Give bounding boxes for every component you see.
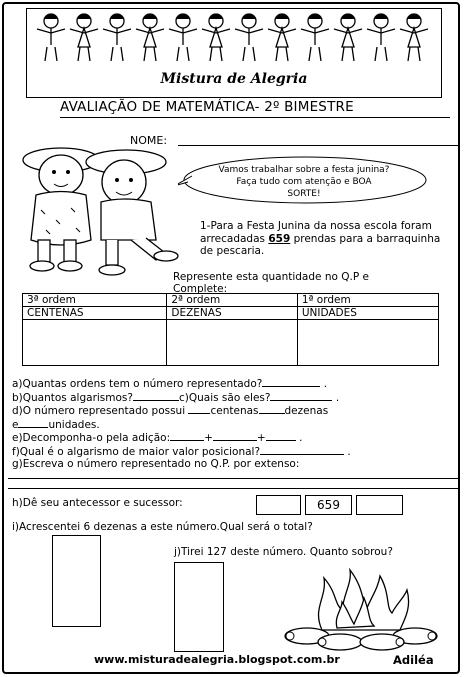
plus-sign: + [204,432,213,444]
answer-blank[interactable] [18,418,48,428]
question-i: i)Acrescentei 6 dezenas a este número.Qual será o total? [12,521,313,533]
bubble-line: Faça tudo com atenção e BOA [236,177,372,187]
question-h: h)Dê seu antecessor e sucessor: [12,497,183,509]
section-divider [8,488,458,489]
question-g [12,458,452,471]
page-title: AVALIAÇÃO DE MATEMÁTICA- 2º BIMESTRE [60,99,354,115]
child-figure [334,14,362,61]
name-field[interactable] [178,145,458,146]
bubble-line: SORTE! [287,189,321,199]
question-text: centenas [210,405,259,417]
number-box: 659 [305,495,352,515]
question-d-cont [12,418,452,432]
question-text: e [12,418,19,431]
table-header-cell: 2ª ordem [167,294,297,307]
name-label: NOME: [130,134,168,147]
answer-blank[interactable] [170,431,204,441]
answer-box-i[interactable] [52,535,101,627]
qp-instruction-line: Represente esta quantidade no Q.P e [173,271,369,283]
child-figure [37,14,65,61]
table-header-cell: 1ª ordem [297,294,438,307]
successor-box[interactable] [356,495,403,515]
qp-instructions [173,271,369,295]
place-value-table [22,293,439,366]
answer-blank[interactable] [188,404,210,414]
question-text: b)Quantos algarismos? [12,391,133,404]
table-header-cell: 3ª ordem [23,294,167,307]
answer-blank[interactable] [260,445,344,455]
questions-list [12,377,452,471]
answer-line[interactable] [8,478,458,479]
table-header-cell: DEZENAS [167,307,297,320]
answer-blank[interactable] [213,431,257,441]
question-text: e)Decomponha-o pela adição: [12,432,171,444]
answer-blank[interactable] [133,391,179,401]
child-figure [70,14,98,61]
child-figure [136,14,164,61]
question-d [12,404,452,418]
answer-blank[interactable] [259,404,285,414]
question-text: f)Qual é o algarismo de maior valor posicional? [12,445,261,458]
bonfire-illustration [282,568,440,653]
child-figure [301,14,329,61]
child-figure [103,14,131,61]
author-signature: Adiléa [393,653,434,667]
table-header-cell: CENTENAS [23,307,167,320]
question-text: a)Quantas ordens tem o número representado? [12,378,263,390]
question-f: f)Qual é o algarismo de maior valor posicional? . [12,445,351,458]
question-1-text-end: prendas para a barraquinha de pescaria. [200,232,441,257]
answer-cell-centenas[interactable] [23,320,167,366]
brand-logo-text: Mistura de Alegria [160,71,308,87]
answer-box-j[interactable] [174,562,224,652]
question-text: c)Quais são eles? [178,391,271,404]
child-figure [268,14,296,61]
header-banner [26,8,442,98]
children-decoration [35,11,433,67]
question-1-text: 1-Para a Festa Junina da nossa escola foram arrecadadas [200,220,432,245]
answer-cell-dezenas[interactable] [167,320,297,366]
child-figure [367,14,395,61]
question-text: dezenas [284,405,329,417]
answer-blank[interactable] [266,431,296,441]
speech-bubble-text [184,164,424,200]
plus-sign: + [256,432,266,444]
answer-cell-unidades[interactable] [297,320,438,366]
answer-blank[interactable] [270,391,332,401]
child-figure [169,14,197,61]
question-text: unidades. [48,418,100,431]
question-text: d)O número representado possui [12,405,189,417]
title-divider [60,117,450,118]
question-1 [200,220,455,258]
footer-url: www.misturadealegria.blogspot.com.br [94,653,340,666]
question-1-number: 659 [268,232,291,245]
child-figure [235,14,263,61]
question-a: a)Quantas ordens tem o número representado? . [12,378,328,390]
answer-blank[interactable] [262,377,320,387]
children-illustration [6,140,191,285]
child-figure [400,14,428,61]
question-e: e)Decomponha-o pela adição: + + . [12,432,303,444]
qp-instruction-line: Complete: [173,283,228,295]
question-text: g)Escreva o número representado no Q.P. por extenso: [12,458,300,470]
question-b-c: b)Quantos algarismos? c)Quais são eles? . [12,391,340,404]
question-j: j)Tirei 127 deste número. Quanto sobrou? [174,546,393,558]
predecessor-box[interactable] [256,495,301,515]
table-header-cell: UNIDADES [297,307,438,320]
child-figure [202,14,230,61]
bubble-line: Vamos trabalhar sobre a festa junina? [218,165,390,175]
